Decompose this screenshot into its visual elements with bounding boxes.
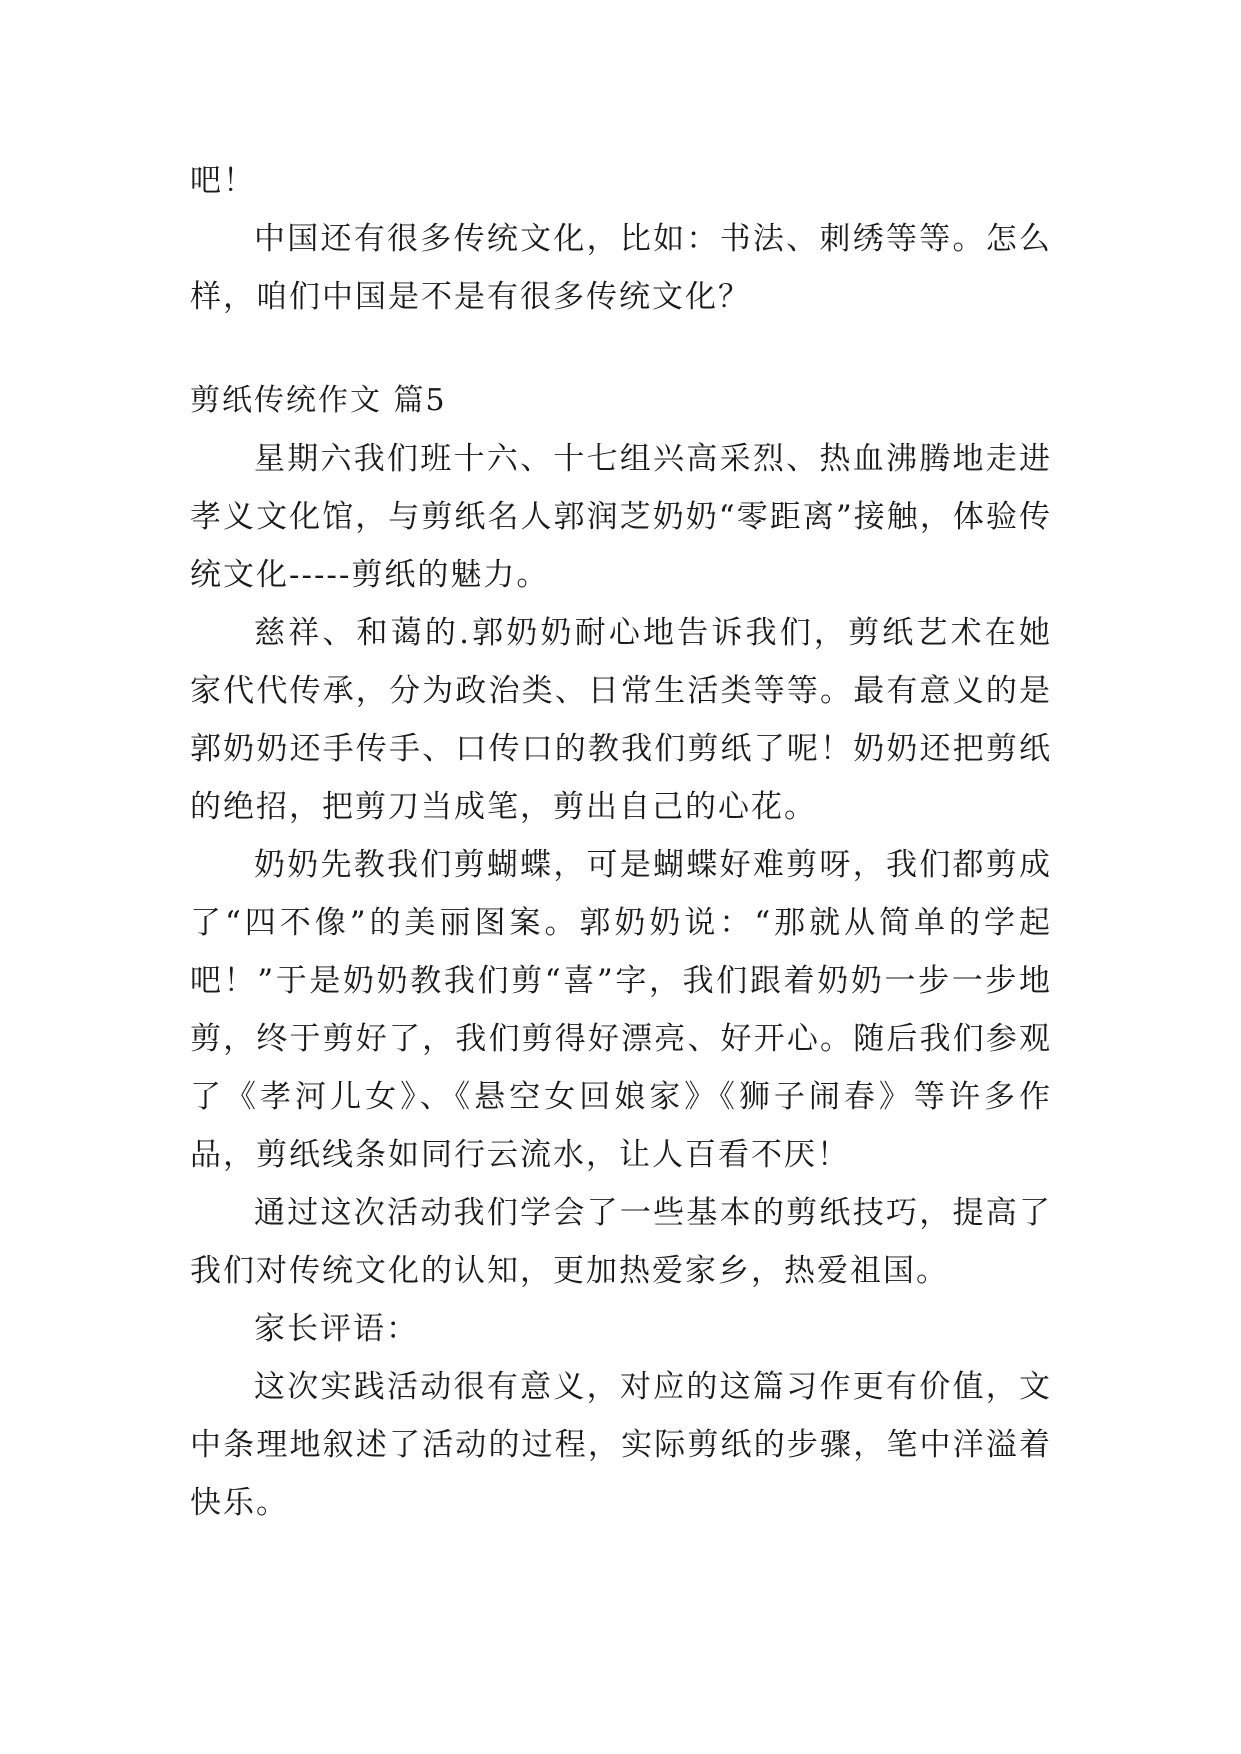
comment-text: 这次实践活动很有意义，对应的这篇习作更有价值，文中条理地叙述了活动的过程，实际剪纸的步骤，笔中洋溢着快乐。 [190,1369,1052,1521]
section-heading: 剪纸传统作文 篇5 [190,383,447,418]
paragraph-4: 通过这次活动我们学会了一些基本的剪纸技巧，提高了我们对传统文化的认知，更加热爱家乡，热爱祖国。 [190,1195,1052,1289]
carryover-text: 吧！ [190,163,256,199]
document-body [190,152,1052,1532]
comment-label: 家长评语： [254,1311,419,1347]
paragraph-2: 慈祥、和蔼的.郭奶奶耐心地告诉我们，剪纸艺术在她家代代传承，分为政治类、日常生活类等等。最有意义的是郭奶奶还手传手、口传口的教我们剪纸了呢！奶奶还把剪纸的绝招，把剪刀当成笔，剪出自己的心花。 [190,615,1052,825]
paragraph-3: 奶奶先教我们剪蝴蝶，可是蝴蝶好难剪呀，我们都剪成了“四不像”的美丽图案。郭奶奶说：“那就从简单的学起吧！”于是奶奶教我们剪“喜”字，我们跟着奶奶一步一步地剪，终于剪好了，我们剪得好漂亮、好开心。随后我们参观了《孝河儿女》、《悬空女回娘家》《狮子闹春》等许多作品，剪纸线条如同行云流水，让人百看不厌！ [190,847,1052,1173]
paragraph-1: 星期六我们班十六、十七组兴高采烈、热血沸腾地走进孝义文化馆，与剪纸名人郭润芝奶奶“零距离”接触，体验传统文化-----剪纸的魅力。 [190,441,1052,593]
previous-paragraph: 中国还有很多传统文化，比如：书法、刺绣等等。怎么样，咱们中国是不是有很多传统文化？ [190,221,1052,315]
